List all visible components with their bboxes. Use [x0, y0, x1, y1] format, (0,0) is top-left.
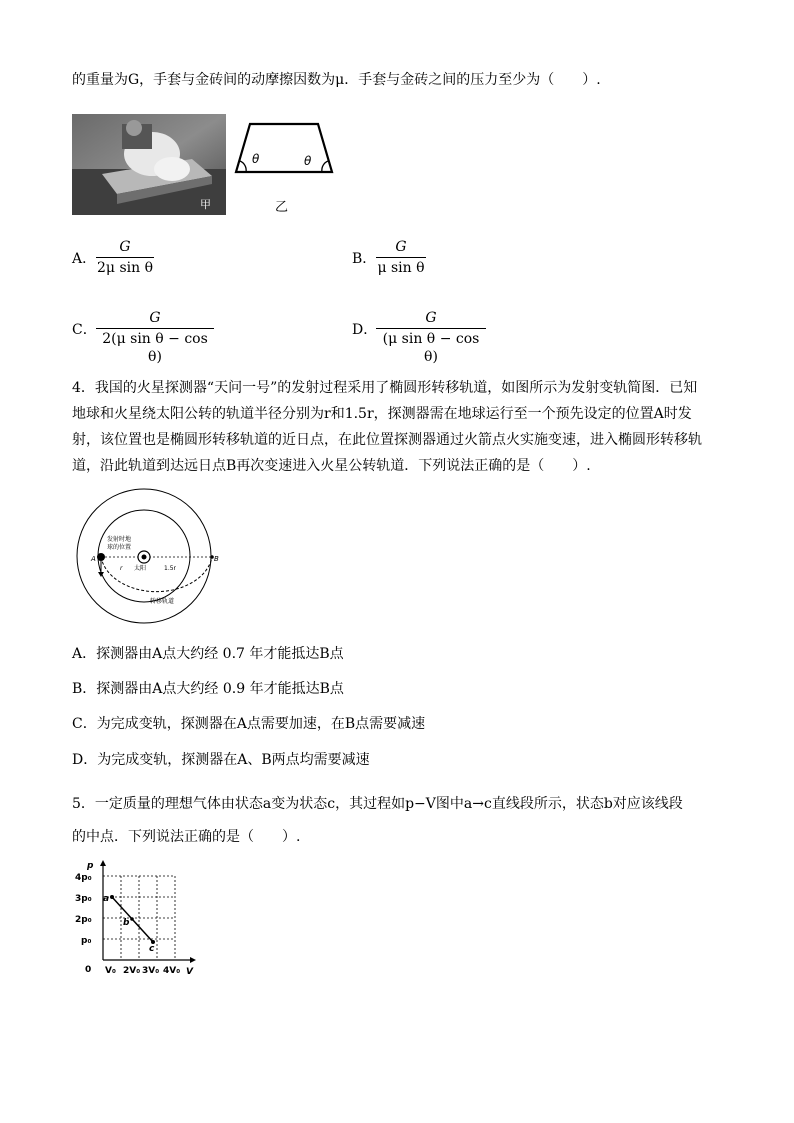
q4-option-c: C．为完成变轨，探测器在A点需要加速，在B点需要减速	[72, 716, 426, 732]
q4-stem-line-1: 4．我国的火星探测器“天问一号”的发射过程采用了椭圆形转移轨道，如图所示为发射变轨简图．已知	[72, 380, 698, 396]
angle-arc-right	[322, 161, 328, 172]
label-sun: 太阳	[134, 565, 147, 572]
q5-stem-line-1: 5．一定质量的理想气体由状态a变为状态c，其过程如p−V图中a→c直线段所示，状态b对应该线段	[72, 796, 683, 812]
point-label-c: c	[149, 944, 155, 954]
origin-label: 0	[85, 965, 92, 975]
q3-option-d-denominator: (μ sin θ − cos θ)	[382, 331, 480, 365]
y-tick-3p0: 3p₀	[75, 894, 92, 904]
point-label-a: a	[103, 894, 110, 904]
q3-option-a-numerator: G	[119, 239, 131, 255]
q4-stem-line-2: 地球和火星绕太阳公转的轨道半径分别为r和1.5r，探测器需在地球运行至一个预先设定的位置A时发	[72, 406, 692, 422]
x-tick-3v0: 3V₀	[142, 966, 160, 976]
angle-label-right: θ	[304, 154, 312, 168]
trapezoid-shape	[236, 124, 332, 172]
v-axis-label: V	[186, 967, 193, 977]
q4-stem-line-4: 道，沿此轨道到达远日点B再次变速进入火星公转轨道．下列说法正确的是（ ）.	[72, 458, 591, 474]
label-b: B	[214, 555, 219, 563]
q5-stem-line-2: 的中点．下列说法正确的是（ ）.	[72, 829, 301, 845]
y-tick-2p0: 2p₀	[75, 915, 92, 925]
earth-point-a	[97, 553, 105, 561]
q3-option-a-letter: A．	[72, 251, 97, 267]
q3-option-b-numerator: G	[395, 239, 407, 255]
launch-label-1: 发射时地	[107, 536, 132, 543]
q3-option-d-numerator: G	[425, 310, 437, 326]
q4-option-d: D．为完成变轨，探测器在A、B两点均需要减速	[72, 752, 370, 768]
q3-option-d-letter: D．	[352, 322, 378, 338]
q3-option-c-fraction	[96, 309, 214, 366]
photo-label: 甲	[200, 198, 211, 211]
q4-orbit-diagram	[72, 486, 232, 624]
q3-option-b-fraction	[376, 238, 426, 277]
label-1-5r: 1.5r	[164, 565, 177, 572]
launch-label-2: 球的位置	[107, 544, 132, 551]
q3-option-b-denominator: μ sin θ	[377, 260, 425, 276]
y-tick-p0: p₀	[81, 936, 92, 946]
label-a: A	[91, 555, 96, 563]
q3-option-a-fraction	[96, 238, 154, 277]
q3-trapezoid-diagram	[232, 118, 338, 178]
label-transfer-orbit: 转移轨道	[150, 598, 175, 605]
angle-label-left: θ	[252, 152, 260, 166]
q3-option-c-denominator: 2(μ sin θ − cos θ)	[102, 331, 208, 365]
q3-option-b-letter: B．	[352, 251, 377, 267]
point-label-b: b	[123, 918, 130, 928]
label-r: r	[120, 565, 123, 572]
transfer-orbit	[101, 557, 212, 592]
diagram-label: 乙	[275, 200, 289, 215]
graph-grid	[103, 876, 175, 960]
q3-option-a-denominator: 2μ sin θ	[96, 260, 153, 276]
q3-stem-line: 的重量为G，手套与金砖间的动摩擦因数为μ．手套与金砖之间的压力至少为（ ）.	[72, 72, 601, 88]
p-axis-label: p	[87, 861, 94, 871]
q4-stem-line-3: 射，该位置也是椭圆形转移轨道的近日点，在此位置探测器通过火箭点火实施变速，进入椭圆形转移轨	[72, 432, 702, 448]
q4-option-a: A．探测器由A点大约经 0.7 年才能抵达B点	[72, 646, 344, 662]
q4-option-b: B．探测器由A点大约经 0.9 年才能抵达B点	[72, 681, 344, 697]
q3-photo	[72, 114, 226, 215]
y-tick-4p0: 4p₀	[75, 873, 92, 883]
x-tick-v0: V₀	[105, 966, 116, 976]
q3-option-c-numerator: G	[149, 310, 161, 326]
x-tick-4v0: 4V₀	[163, 966, 181, 976]
q5-pv-graph	[72, 858, 202, 982]
q3-option-d-fraction	[376, 309, 486, 366]
angle-arc-left	[240, 161, 246, 172]
x-tick-2v0: 2V₀	[123, 966, 141, 976]
gold-brick-photo-illustration	[72, 114, 226, 215]
q3-option-c-letter: C．	[72, 322, 97, 338]
